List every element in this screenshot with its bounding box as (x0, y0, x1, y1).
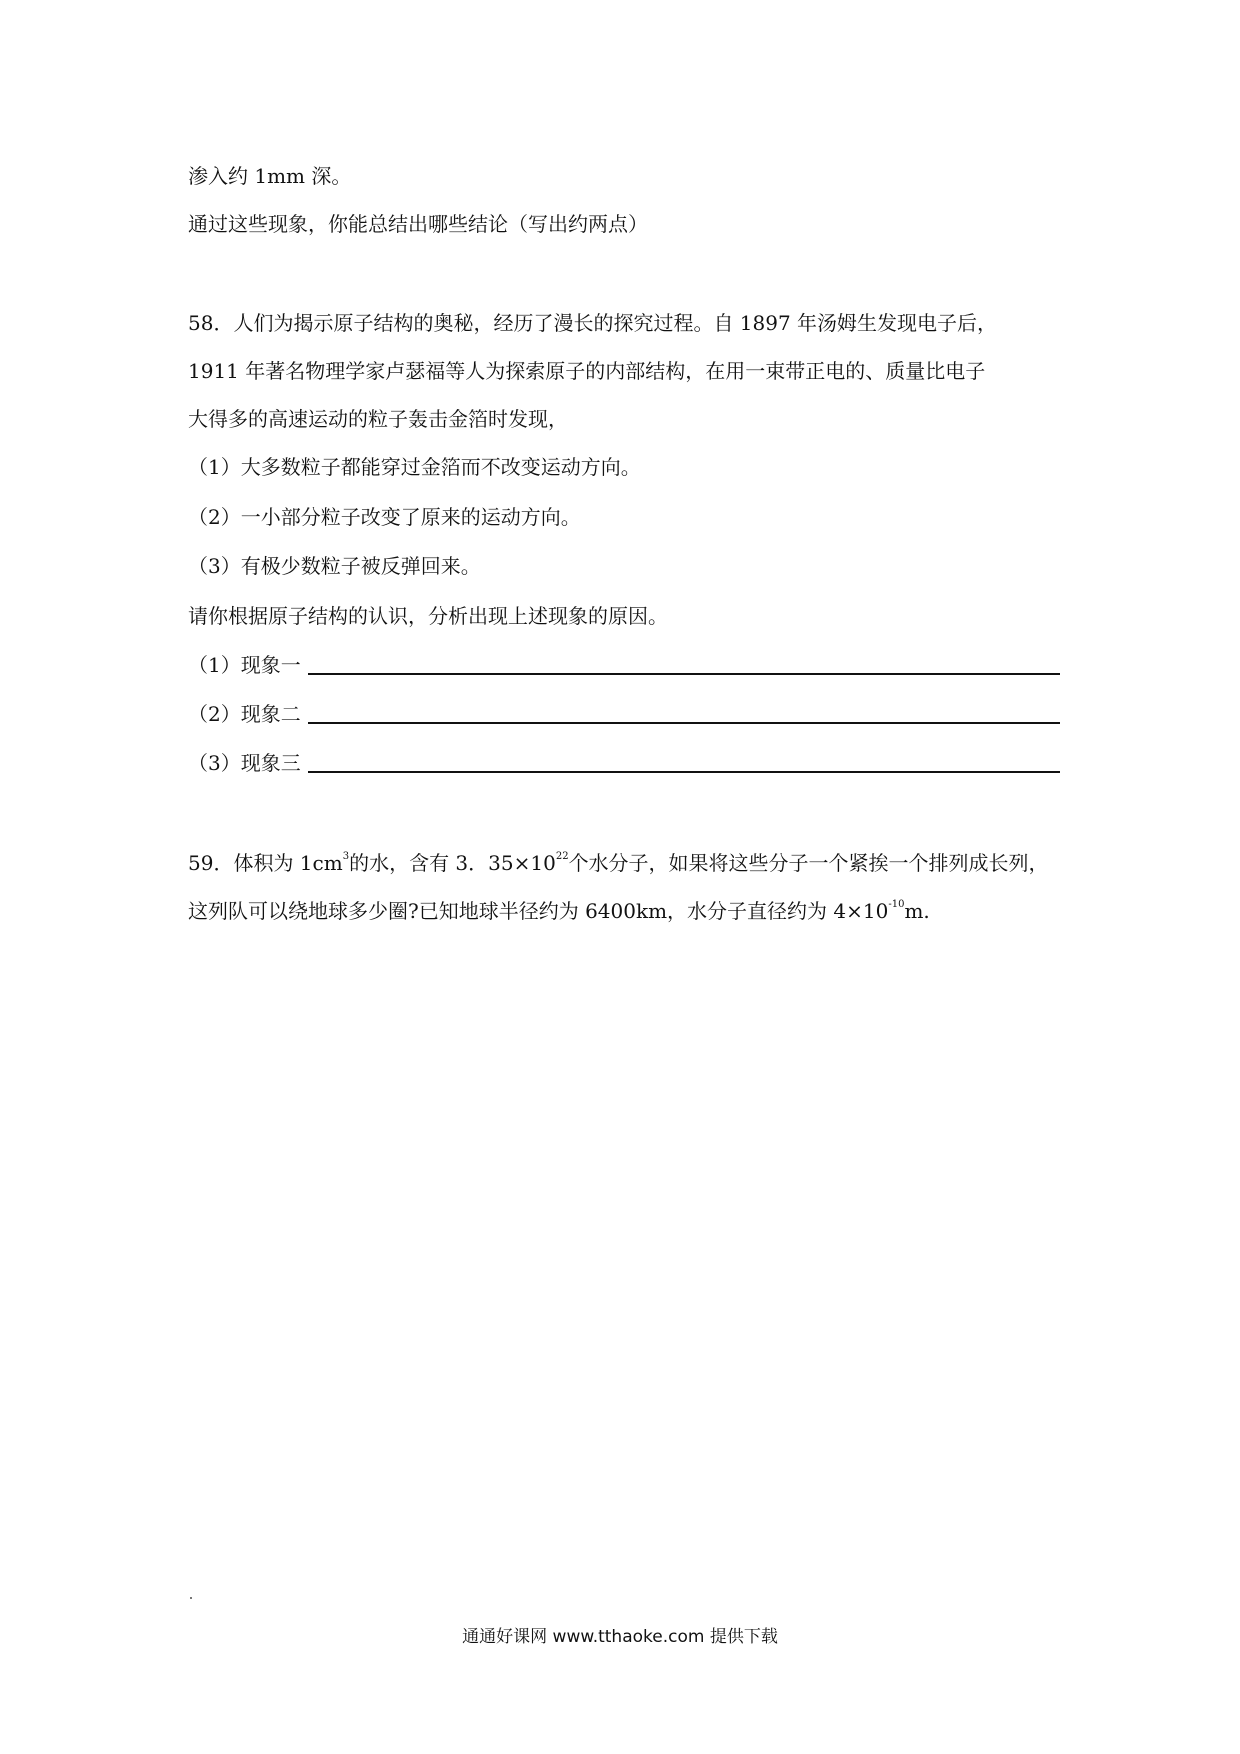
footer-credit: 通通好课网 www.tthaoke.com 提供下载 (462, 1627, 778, 1647)
q59-line-1 (188, 849, 1049, 877)
stray-dot (190, 1597, 192, 1599)
q59-line-2 (188, 897, 930, 925)
q58-answer-label-2: （2）现象二 (188, 702, 301, 726)
q59-text-d: 这列队可以绕地球多少圈?已知地球半径约为 6400km，水分子直径约为 4×10 (188, 899, 889, 923)
continuation-text: 渗入约 1mm 深。 (188, 164, 352, 188)
q59-exponent-cubic: 3 (342, 851, 350, 863)
q58-line-3: 大得多的高速运动的粒子轰击金箔时发现， (188, 407, 568, 431)
q58-observation-2: （2）一小部分粒子改变了原来的运动方向。 (188, 505, 581, 529)
q58-instruction: 请你根据原子结构的认识，分析出现上述现象的原因。 (188, 604, 668, 628)
q59-text-a: 59．体积为 1cm (188, 851, 343, 875)
q58-observation-1: （1）大多数粒子都能穿过金箔而不改变运动方向。 (188, 455, 641, 479)
q58-answer-blank-1[interactable] (308, 673, 1060, 675)
q59-text-e: m. (904, 899, 930, 923)
q59-exponent-22: 22 (555, 851, 569, 863)
q59-exponent-minus-10: -10 (888, 899, 905, 911)
q58-answer-blank-3[interactable] (308, 771, 1060, 773)
q58-line-1: 58．人们为揭示原子结构的奥秘，经历了漫长的探究过程。自 1897 年汤姆生发现电子后， (188, 311, 998, 335)
q58-answer-label-3: （3）现象三 (188, 751, 301, 775)
conclusion-prompt: 通过这些现象，你能总结出哪些结论（写出约两点） (188, 212, 648, 236)
q58-answer-label-1: （1）现象一 (188, 653, 301, 677)
q58-observation-3: （3）有极少数粒子被反弹回来。 (188, 554, 481, 578)
q59-text-b: 的水，含有 3．35×10 (349, 851, 556, 875)
q58-answer-blank-2[interactable] (308, 722, 1060, 724)
q59-text-c: 个水分子，如果将这些分子一个紧挨一个排列成长列， (568, 851, 1049, 875)
q58-line-2: 1911 年著名物理学家卢瑟福等人为探索原子的内部结构，在用一束带正电的、质量比电子 (188, 359, 986, 383)
